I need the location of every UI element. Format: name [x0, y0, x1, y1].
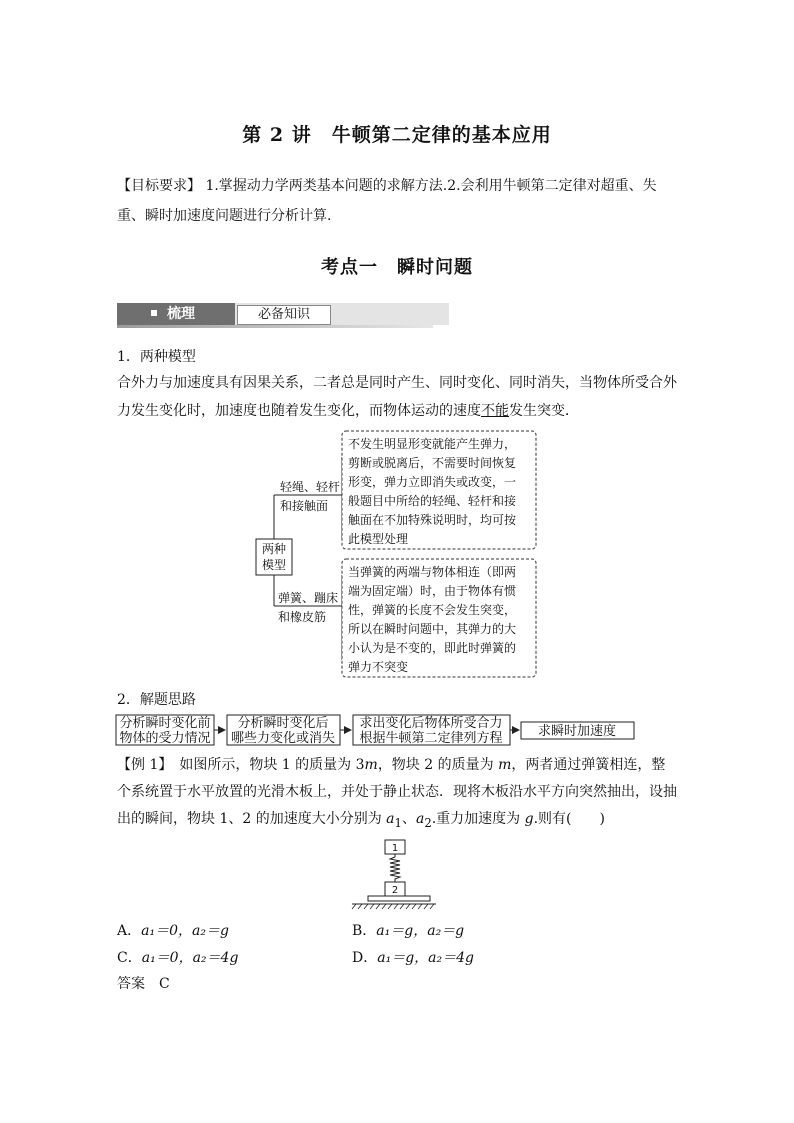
- rigid-box-line: 般题目中所给的轻绳、轻杆和接: [348, 494, 517, 508]
- top-branch-label-2: 和接触面: [280, 499, 329, 513]
- objectives-text: 1.掌握动力学两类基本问题的求解方法.2.会利用牛顿第二定律对超重、失重、瞬时加速度问题进行分析计算.: [117, 178, 657, 224]
- example-text: .则有( ): [533, 811, 605, 827]
- subscript: 1: [394, 815, 402, 830]
- elastic-box-line: 端为固定端）时，由于物体有惯: [348, 584, 517, 598]
- spring-icon: [390, 854, 400, 882]
- banner-main: [117, 303, 235, 325]
- mass-symbol: m: [498, 757, 512, 773]
- answer-label: 答案: [117, 976, 145, 992]
- option-label: B．: [352, 923, 377, 939]
- example-tag: 【例 1】: [117, 757, 166, 773]
- example-text: ，物块 2 的质量为: [377, 757, 499, 773]
- flow-step-1-line-1: 分析瞬时变化前: [119, 716, 211, 731]
- solution-flowchart: [113, 712, 643, 748]
- objectives-tag: 【目标要求】: [117, 178, 201, 194]
- ground-hatching: [352, 904, 434, 909]
- rigid-box-line: 剪断或脱离后，不需要时间恢复: [348, 456, 517, 470]
- section-heading: 考点一 瞬时问题: [321, 257, 473, 278]
- rigid-box-line: 触面在不加特殊说明时，均可按: [348, 513, 517, 527]
- board: [368, 896, 430, 901]
- option-expression: a₁＝0，a₂＝g: [141, 923, 229, 939]
- flow-step-3-line-2: 根据牛顿第二定律列方程: [359, 731, 503, 746]
- two-models-diagram: [250, 428, 550, 682]
- flow-step-2-line-1: 分析瞬时变化后: [237, 716, 329, 731]
- banner-chip: 必备知识: [237, 305, 331, 325]
- elastic-box-line: 弹力不突变: [348, 660, 409, 674]
- paragraph-models: [117, 369, 679, 425]
- example-text: ，两者通过弹簧相连，整个系统置于水平放置的光滑木板上，并处于静止状态．现将木板沿水平方向突然抽出，设抽出的瞬间，物块 1、2 的加速度大小分别为: [117, 757, 677, 827]
- subheading-models: 1．两种模型: [117, 349, 196, 365]
- subscript: 2: [424, 815, 432, 830]
- elastic-box-line: 当弹簧的两端与物体相连（即两: [348, 565, 517, 579]
- accel-symbol: a: [415, 811, 425, 827]
- page-title: 第 2 讲 牛顿第二定律的基本应用: [242, 124, 552, 146]
- top-branch-label-1: 轻绳、轻杆: [280, 480, 341, 494]
- mass-symbol: m: [364, 757, 378, 773]
- example-text: .重力加速度为: [431, 811, 525, 827]
- paragraph-text: 合外力与加速度具有因果关系，二者总是同时产生、同时变化、同时消失，当物体所受合外力发生变化时，加速度也随着发生变化，而物体运动的速度: [117, 375, 677, 419]
- rigid-box-line: 形变，弹力立即消失或改变，一: [348, 475, 517, 489]
- bottom-branch-label-1: 弹簧、蹦床: [278, 591, 339, 605]
- option-c[interactable]: [117, 947, 238, 967]
- block-1-label: 1: [391, 843, 399, 854]
- center-label-1: 两种: [261, 542, 287, 556]
- subheading-approach: 2．解题思路: [117, 692, 196, 708]
- option-d[interactable]: [352, 947, 474, 967]
- section-banner: [117, 303, 433, 327]
- banner-main-label: 梳理: [167, 306, 195, 322]
- accel-symbol: a: [386, 811, 395, 827]
- block-2-label: 2: [391, 885, 399, 896]
- elastic-box-line: 所以在瞬时问题中，其弹力的大: [348, 622, 517, 636]
- underlined-text: 不能: [481, 403, 509, 419]
- option-label: D．: [352, 950, 378, 966]
- answer-value: C: [159, 976, 170, 992]
- elastic-box-line: 小认为是不变的，即此时弹簧的: [348, 641, 517, 655]
- flow-step-3-line-1: 求出变化后物体所受合力: [359, 716, 503, 731]
- bottom-branch-label-2: 和橡皮筋: [278, 610, 327, 624]
- rigid-box-line: 此模型处理: [348, 532, 409, 546]
- banner-underline: [117, 325, 433, 328]
- rigid-box-line: 不发生明显形变就能产生弹力，: [348, 437, 517, 451]
- option-expression: a₁＝0，a₂＝4g: [141, 950, 239, 966]
- option-label: A．: [117, 923, 142, 939]
- option-b[interactable]: [352, 920, 464, 940]
- option-a[interactable]: [117, 920, 229, 940]
- paragraph-text-end: 发生突变．: [509, 403, 579, 419]
- flow-step-1-line-2: 物体的受力情况: [119, 731, 211, 746]
- example-text: 、: [401, 811, 416, 827]
- answer: [117, 973, 170, 993]
- center-label-2: 模型: [261, 558, 287, 572]
- elastic-box-line: 性，弹簧的长度不会发生突变，: [348, 603, 517, 617]
- flow-step-4-label: 求瞬时加速度: [537, 724, 617, 739]
- example-text: 如图所示，物块 1 的质量为 3: [179, 757, 365, 773]
- learning-objectives: [117, 171, 679, 231]
- square-bullet-icon: [151, 310, 157, 316]
- example-problem: [117, 752, 679, 837]
- option-expression: a₁＝g，a₂＝g: [376, 923, 465, 939]
- option-label: C．: [117, 950, 142, 966]
- gravity-symbol: g: [524, 811, 534, 827]
- spring-blocks-figure: [350, 838, 440, 910]
- flow-step-2-line-2: 哪些力变化或消失: [230, 731, 336, 746]
- option-expression: a₁＝g，a₂＝4g: [377, 950, 474, 966]
